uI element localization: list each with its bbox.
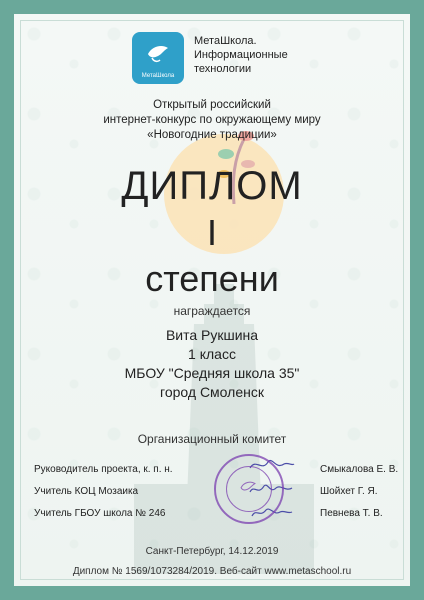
place-date: Санкт-Петербург, 14.12.2019: [145, 546, 279, 557]
organization-name: [194, 34, 288, 76]
official-stamp: [214, 454, 284, 524]
contest-line-3: «Новогодние традиции»: [147, 129, 277, 141]
signatory-row: [34, 508, 400, 522]
awarded-label: награждается: [173, 304, 251, 318]
bird-icon: [144, 40, 172, 66]
signatory-role: Руководитель проекта, к. п. н.: [34, 464, 173, 475]
org-line-2: Информационные: [194, 49, 288, 61]
contest-line-2: интернет-конкурс по окружающему миру: [103, 114, 321, 126]
stamp-bird-icon: [236, 478, 260, 496]
signatory-role: Учитель ГБОУ школа № 246: [34, 508, 166, 519]
signatory-name: Певнева Т. В.: [320, 508, 383, 519]
metaschool-logo: [132, 32, 184, 84]
contest-line-1: Открытый российский: [153, 99, 271, 111]
diploma-title: ДИПЛОМ: [121, 164, 303, 208]
degree-number: I: [206, 212, 217, 253]
recipient-school: МБОУ "Средняя школа 35": [124, 365, 300, 381]
recipient-name: Вита Рукшина: [165, 327, 259, 343]
degree-word: степени: [145, 258, 279, 299]
org-line-1: МетаШкола.: [194, 35, 257, 47]
logo-brand-text: МетаШкола: [141, 73, 175, 79]
org-line-3: технологии: [194, 63, 252, 75]
signatory-role: Учитель КОЦ Мозаика: [34, 486, 139, 497]
signatory-name: Смыкалова Е. В.: [320, 464, 399, 475]
recipient-city: город Смоленск: [160, 384, 264, 400]
contest-name: [14, 98, 410, 143]
recipient-grade: 1 класс: [188, 346, 236, 362]
signatory-name: Шойхет Г. Я.: [320, 486, 378, 497]
diploma-info: Диплом № 1569/1073284/2019. Веб-сайт www.metaschool.ru: [72, 566, 352, 577]
committee-label: Организационный комитет: [137, 432, 287, 446]
recipient-block: [14, 326, 410, 402]
